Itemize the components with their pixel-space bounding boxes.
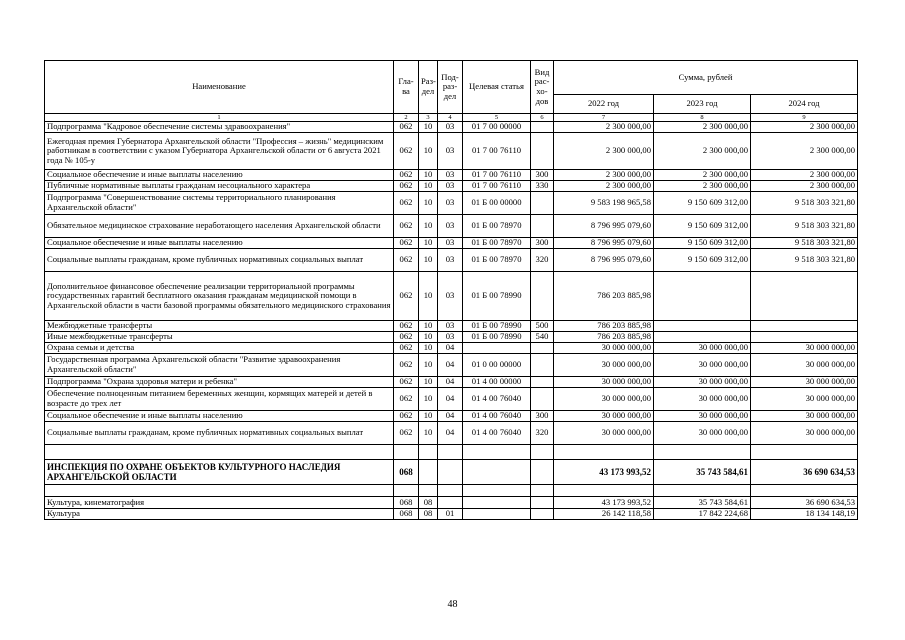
row-expense-type bbox=[531, 122, 554, 133]
row-name: Иные межбюджетные трансферты bbox=[45, 332, 394, 343]
row-expense-type bbox=[531, 272, 554, 321]
table-row bbox=[45, 509, 858, 520]
row-sum-2024 bbox=[751, 332, 858, 343]
row-expense-type: 330 bbox=[531, 181, 554, 192]
row-target-article bbox=[463, 509, 531, 520]
row-target-article: 01 Б 00 78990 bbox=[463, 272, 531, 321]
row-sum-2024: 30 000 000,00 bbox=[751, 343, 858, 354]
row-expense-type: 320 bbox=[531, 422, 554, 445]
row-name bbox=[45, 485, 394, 497]
row-sum-2023: 2 300 000,00 bbox=[654, 181, 751, 192]
row-target-article: 01 4 00 76040 bbox=[463, 422, 531, 445]
row-expense-type bbox=[531, 133, 554, 170]
row-sum-2022: 2 300 000,00 bbox=[554, 181, 654, 192]
row-sum-2023: 2 300 000,00 bbox=[654, 133, 751, 170]
row-target-article: 01 7 00 00000 bbox=[463, 122, 531, 133]
row-target-article: 01 4 00 00000 bbox=[463, 377, 531, 388]
row-sum-2022: 9 583 198 965,58 bbox=[554, 192, 654, 215]
row-sum-2022: 8 796 995 079,60 bbox=[554, 249, 654, 272]
row-expense-type: 320 bbox=[531, 249, 554, 272]
header-name: Наименование bbox=[45, 61, 394, 114]
row-subsection: 04 bbox=[438, 422, 463, 445]
row-subsection: 03 bbox=[438, 238, 463, 249]
row-expense-type: 300 bbox=[531, 411, 554, 422]
row-sum-2024: 2 300 000,00 bbox=[751, 133, 858, 170]
row-sum-2024: 9 518 303 321,80 bbox=[751, 192, 858, 215]
row-sum-2023 bbox=[654, 272, 751, 321]
row-sum-2023: 30 000 000,00 bbox=[654, 354, 751, 377]
row-subsection: 03 bbox=[438, 192, 463, 215]
row-chapter: 062 bbox=[394, 181, 419, 192]
row-chapter: 062 bbox=[394, 122, 419, 133]
row-expense-type: 300 bbox=[531, 238, 554, 249]
row-expense-type: 300 bbox=[531, 170, 554, 181]
row-sum-2023: 30 000 000,00 bbox=[654, 343, 751, 354]
row-target-article: 01 0 00 00000 bbox=[463, 354, 531, 377]
row-sum-2024: 30 000 000,00 bbox=[751, 388, 858, 411]
row-expense-type bbox=[531, 485, 554, 497]
row-subsection: 03 bbox=[438, 272, 463, 321]
row-sum-2023: 30 000 000,00 bbox=[654, 388, 751, 411]
row-section: 10 bbox=[419, 170, 438, 181]
row-section: 10 bbox=[419, 122, 438, 133]
row-subsection: 03 bbox=[438, 332, 463, 343]
row-sum-2023: 30 000 000,00 bbox=[654, 411, 751, 422]
row-subsection bbox=[438, 445, 463, 460]
row-sum-2023 bbox=[654, 321, 751, 332]
table-row bbox=[45, 332, 858, 343]
row-sum-2024: 30 000 000,00 bbox=[751, 354, 858, 377]
table-row bbox=[45, 215, 858, 238]
table-row bbox=[45, 388, 858, 411]
row-name: Социальное обеспечение и иные выплаты населению bbox=[45, 170, 394, 181]
row-sum-2024 bbox=[751, 272, 858, 321]
row-subsection: 01 bbox=[438, 509, 463, 520]
table-row bbox=[45, 485, 858, 497]
table-row bbox=[45, 497, 858, 509]
row-subsection: 04 bbox=[438, 411, 463, 422]
row-sum-2024: 30 000 000,00 bbox=[751, 422, 858, 445]
row-sum-2024 bbox=[751, 485, 858, 497]
row-sum-2023: 17 842 224,68 bbox=[654, 509, 751, 520]
header-expense-type: Вид рас-хо-дов bbox=[531, 61, 554, 114]
row-expense-type bbox=[531, 460, 554, 485]
row-section: 10 bbox=[419, 133, 438, 170]
row-name: Подпрограмма "Кадровое обеспечение системы здравоохранения" bbox=[45, 122, 394, 133]
row-chapter: 062 bbox=[394, 411, 419, 422]
row-chapter: 062 bbox=[394, 170, 419, 181]
column-number-cell: 7 bbox=[554, 114, 654, 122]
table-row bbox=[45, 249, 858, 272]
row-subsection: 03 bbox=[438, 181, 463, 192]
row-subsection: 03 bbox=[438, 249, 463, 272]
row-sum-2022: 43 173 993,52 bbox=[554, 460, 654, 485]
row-sum-2024: 9 518 303 321,80 bbox=[751, 238, 858, 249]
row-section: 10 bbox=[419, 411, 438, 422]
table-row bbox=[45, 238, 858, 249]
header-target-article: Целевая статья bbox=[463, 61, 531, 114]
row-sum-2024: 2 300 000,00 bbox=[751, 122, 858, 133]
column-number-cell: 4 bbox=[438, 114, 463, 122]
row-section bbox=[419, 460, 438, 485]
row-expense-type bbox=[531, 388, 554, 411]
row-name: Подпрограмма "Охрана здоровья матери и ребенка" bbox=[45, 377, 394, 388]
row-section: 10 bbox=[419, 354, 438, 377]
row-section: 10 bbox=[419, 321, 438, 332]
row-sum-2024: 30 000 000,00 bbox=[751, 377, 858, 388]
column-number-cell: 2 bbox=[394, 114, 419, 122]
table-row bbox=[45, 445, 858, 460]
row-name: Социальные выплаты гражданам, кроме публичных нормативных социальных выплат bbox=[45, 249, 394, 272]
row-chapter: 062 bbox=[394, 249, 419, 272]
budget-table bbox=[44, 60, 858, 520]
row-section: 10 bbox=[419, 249, 438, 272]
row-chapter: 068 bbox=[394, 509, 419, 520]
header-year-2024: 2024 год bbox=[751, 95, 858, 114]
header-year-2022: 2022 год bbox=[554, 95, 654, 114]
row-chapter: 062 bbox=[394, 422, 419, 445]
row-section bbox=[419, 445, 438, 460]
row-sum-2022 bbox=[554, 445, 654, 460]
row-name: ИНСПЕКЦИЯ ПО ОХРАНЕ ОБЪЕКТОВ КУЛЬТУРНОГО НАСЛЕДИЯ АРХАНГЕЛЬСКОЙ ОБЛАСТИ bbox=[45, 460, 394, 485]
row-name: Охрана семьи и детства bbox=[45, 343, 394, 354]
row-sum-2022: 30 000 000,00 bbox=[554, 388, 654, 411]
row-target-article bbox=[463, 343, 531, 354]
row-name: Культура bbox=[45, 509, 394, 520]
row-subsection bbox=[438, 460, 463, 485]
row-name: Дополнительное финансовое обеспечение реализации территориальной программы государственных гарантий бесплатного оказания гражданам медицинской помощи в Архангельской области в части базовой программы обязательного медицинского страхования bbox=[45, 272, 394, 321]
row-sum-2023: 9 150 609 312,00 bbox=[654, 249, 751, 272]
table-row bbox=[45, 354, 858, 377]
row-name: Социальные выплаты гражданам, кроме публичных нормативных социальных выплат bbox=[45, 422, 394, 445]
page-number: 48 bbox=[447, 599, 458, 610]
row-sum-2023 bbox=[654, 445, 751, 460]
row-section: 10 bbox=[419, 272, 438, 321]
row-sum-2023: 30 000 000,00 bbox=[654, 377, 751, 388]
header-subsection: Под-раз-дел bbox=[438, 61, 463, 114]
row-sum-2024: 36 690 634,53 bbox=[751, 460, 858, 485]
row-sum-2022: 26 142 118,58 bbox=[554, 509, 654, 520]
row-section: 10 bbox=[419, 181, 438, 192]
column-number-row bbox=[45, 114, 858, 122]
row-sum-2022: 2 300 000,00 bbox=[554, 122, 654, 133]
row-sum-2022: 30 000 000,00 bbox=[554, 422, 654, 445]
row-section: 10 bbox=[419, 238, 438, 249]
row-name: Государственная программа Архангельской области "Развитие здравоохранения Архангельской области" bbox=[45, 354, 394, 377]
row-subsection: 04 bbox=[438, 388, 463, 411]
row-name: Социальное обеспечение и иные выплаты населению bbox=[45, 411, 394, 422]
header-section: Раз-дел bbox=[419, 61, 438, 114]
row-sum-2023: 30 000 000,00 bbox=[654, 422, 751, 445]
row-chapter: 062 bbox=[394, 192, 419, 215]
row-section: 08 bbox=[419, 509, 438, 520]
row-target-article: 01 4 00 76040 bbox=[463, 411, 531, 422]
row-sum-2022: 43 173 993,52 bbox=[554, 497, 654, 509]
row-chapter: 062 bbox=[394, 272, 419, 321]
table-row bbox=[45, 122, 858, 133]
row-section: 10 bbox=[419, 388, 438, 411]
row-name: Межбюджетные трансферты bbox=[45, 321, 394, 332]
row-target-article bbox=[463, 445, 531, 460]
row-sum-2022: 30 000 000,00 bbox=[554, 377, 654, 388]
row-section bbox=[419, 485, 438, 497]
row-chapter: 062 bbox=[394, 321, 419, 332]
row-sum-2022 bbox=[554, 485, 654, 497]
row-sum-2022: 30 000 000,00 bbox=[554, 411, 654, 422]
row-sum-2023: 35 743 584,61 bbox=[654, 497, 751, 509]
row-expense-type: 540 bbox=[531, 332, 554, 343]
row-name: Подпрограмма "Совершенствование системы территориального планирования Архангельской области" bbox=[45, 192, 394, 215]
row-target-article bbox=[463, 485, 531, 497]
header-year-2023: 2023 год bbox=[654, 95, 751, 114]
table-body bbox=[45, 122, 858, 520]
row-target-article: 01 Б 00 78970 bbox=[463, 215, 531, 238]
row-chapter bbox=[394, 445, 419, 460]
row-name: Социальное обеспечение и иные выплаты населению bbox=[45, 238, 394, 249]
row-subsection: 04 bbox=[438, 343, 463, 354]
row-expense-type bbox=[531, 192, 554, 215]
row-target-article: 01 7 00 76110 bbox=[463, 181, 531, 192]
row-subsection: 03 bbox=[438, 133, 463, 170]
row-name: Публичные нормативные выплаты гражданам несоциального характера bbox=[45, 181, 394, 192]
table-row bbox=[45, 377, 858, 388]
row-sum-2023: 9 150 609 312,00 bbox=[654, 215, 751, 238]
row-sum-2024 bbox=[751, 321, 858, 332]
column-number-cell: 9 bbox=[751, 114, 858, 122]
row-sum-2022: 8 796 995 079,60 bbox=[554, 238, 654, 249]
row-section: 08 bbox=[419, 497, 438, 509]
column-number-cell: 8 bbox=[654, 114, 751, 122]
table-row bbox=[45, 321, 858, 332]
row-subsection: 03 bbox=[438, 122, 463, 133]
row-target-article: 01 Б 00 78970 bbox=[463, 249, 531, 272]
table-row bbox=[45, 133, 858, 170]
row-sum-2023: 9 150 609 312,00 bbox=[654, 192, 751, 215]
row-expense-type bbox=[531, 509, 554, 520]
row-section: 10 bbox=[419, 377, 438, 388]
row-chapter: 062 bbox=[394, 238, 419, 249]
row-sum-2024: 2 300 000,00 bbox=[751, 181, 858, 192]
row-subsection bbox=[438, 497, 463, 509]
row-chapter: 062 bbox=[394, 377, 419, 388]
row-sum-2023: 2 300 000,00 bbox=[654, 170, 751, 181]
column-number-cell: 5 bbox=[463, 114, 531, 122]
row-chapter: 062 bbox=[394, 215, 419, 238]
row-chapter bbox=[394, 485, 419, 497]
table-row bbox=[45, 460, 858, 485]
row-section: 10 bbox=[419, 343, 438, 354]
row-sum-2022: 2 300 000,00 bbox=[554, 170, 654, 181]
row-sum-2022: 786 203 885,98 bbox=[554, 332, 654, 343]
row-target-article: 01 7 00 76110 bbox=[463, 170, 531, 181]
row-chapter: 062 bbox=[394, 133, 419, 170]
table-row bbox=[45, 192, 858, 215]
row-sum-2022: 30 000 000,00 bbox=[554, 343, 654, 354]
row-section: 10 bbox=[419, 192, 438, 215]
table-row bbox=[45, 272, 858, 321]
row-sum-2023: 35 743 584,61 bbox=[654, 460, 751, 485]
row-expense-type bbox=[531, 377, 554, 388]
row-expense-type bbox=[531, 354, 554, 377]
row-sum-2024: 36 690 634,53 bbox=[751, 497, 858, 509]
row-section: 10 bbox=[419, 422, 438, 445]
row-subsection: 04 bbox=[438, 354, 463, 377]
row-chapter: 068 bbox=[394, 497, 419, 509]
row-chapter: 062 bbox=[394, 388, 419, 411]
row-sum-2024: 9 518 303 321,80 bbox=[751, 215, 858, 238]
row-target-article: 01 4 00 76040 bbox=[463, 388, 531, 411]
row-target-article bbox=[463, 497, 531, 509]
row-sum-2024: 2 300 000,00 bbox=[751, 170, 858, 181]
row-sum-2023 bbox=[654, 332, 751, 343]
row-sum-2022: 2 300 000,00 bbox=[554, 133, 654, 170]
row-target-article: 01 Б 00 00000 bbox=[463, 192, 531, 215]
row-target-article bbox=[463, 460, 531, 485]
row-sum-2024 bbox=[751, 445, 858, 460]
column-number-cell: 1 bbox=[45, 114, 394, 122]
row-sum-2024: 18 134 148,19 bbox=[751, 509, 858, 520]
table-row bbox=[45, 343, 858, 354]
table-row bbox=[45, 411, 858, 422]
row-chapter: 062 bbox=[394, 354, 419, 377]
header-chapter: Гла-ва bbox=[394, 61, 419, 114]
row-expense-type bbox=[531, 215, 554, 238]
row-expense-type: 500 bbox=[531, 321, 554, 332]
row-target-article: 01 7 00 76110 bbox=[463, 133, 531, 170]
row-name bbox=[45, 445, 394, 460]
row-section: 10 bbox=[419, 332, 438, 343]
row-expense-type bbox=[531, 343, 554, 354]
row-chapter: 068 bbox=[394, 460, 419, 485]
row-subsection bbox=[438, 485, 463, 497]
column-number-cell: 3 bbox=[419, 114, 438, 122]
row-subsection: 03 bbox=[438, 215, 463, 238]
row-sum-2022: 786 203 885,98 bbox=[554, 272, 654, 321]
row-sum-2024: 9 518 303 321,80 bbox=[751, 249, 858, 272]
row-subsection: 03 bbox=[438, 321, 463, 332]
row-name: Ежегодная премия Губернатора Архангельской области "Профессия – жизнь" медицинским работникам в соответствии с указом Губернатора Архангельской области от 6 августа 2021 года № 105-у bbox=[45, 133, 394, 170]
header-sum: Сумма, рублей bbox=[554, 61, 858, 95]
row-name: Обеспечение полноценным питанием беременных женщин, кормящих матерей и детей в возрасте до трех лет bbox=[45, 388, 394, 411]
row-sum-2023 bbox=[654, 485, 751, 497]
row-target-article: 01 Б 00 78970 bbox=[463, 238, 531, 249]
table-row bbox=[45, 422, 858, 445]
row-expense-type bbox=[531, 497, 554, 509]
row-subsection: 03 bbox=[438, 170, 463, 181]
row-target-article: 01 Б 00 78990 bbox=[463, 321, 531, 332]
row-name: Культура, кинематография bbox=[45, 497, 394, 509]
row-sum-2022: 786 203 885,98 bbox=[554, 321, 654, 332]
table-row bbox=[45, 170, 858, 181]
row-sum-2022: 30 000 000,00 bbox=[554, 354, 654, 377]
row-name: Обязательное медицинское страхование неработающего населения Архангельской области bbox=[45, 215, 394, 238]
row-sum-2022: 8 796 995 079,60 bbox=[554, 215, 654, 238]
row-sum-2023: 2 300 000,00 bbox=[654, 122, 751, 133]
row-target-article: 01 Б 00 78990 bbox=[463, 332, 531, 343]
row-section: 10 bbox=[419, 215, 438, 238]
row-chapter: 062 bbox=[394, 343, 419, 354]
row-subsection: 04 bbox=[438, 377, 463, 388]
table-row bbox=[45, 181, 858, 192]
column-number-cell: 6 bbox=[531, 114, 554, 122]
row-sum-2024: 30 000 000,00 bbox=[751, 411, 858, 422]
row-expense-type bbox=[531, 445, 554, 460]
row-sum-2023: 9 150 609 312,00 bbox=[654, 238, 751, 249]
row-chapter: 062 bbox=[394, 332, 419, 343]
